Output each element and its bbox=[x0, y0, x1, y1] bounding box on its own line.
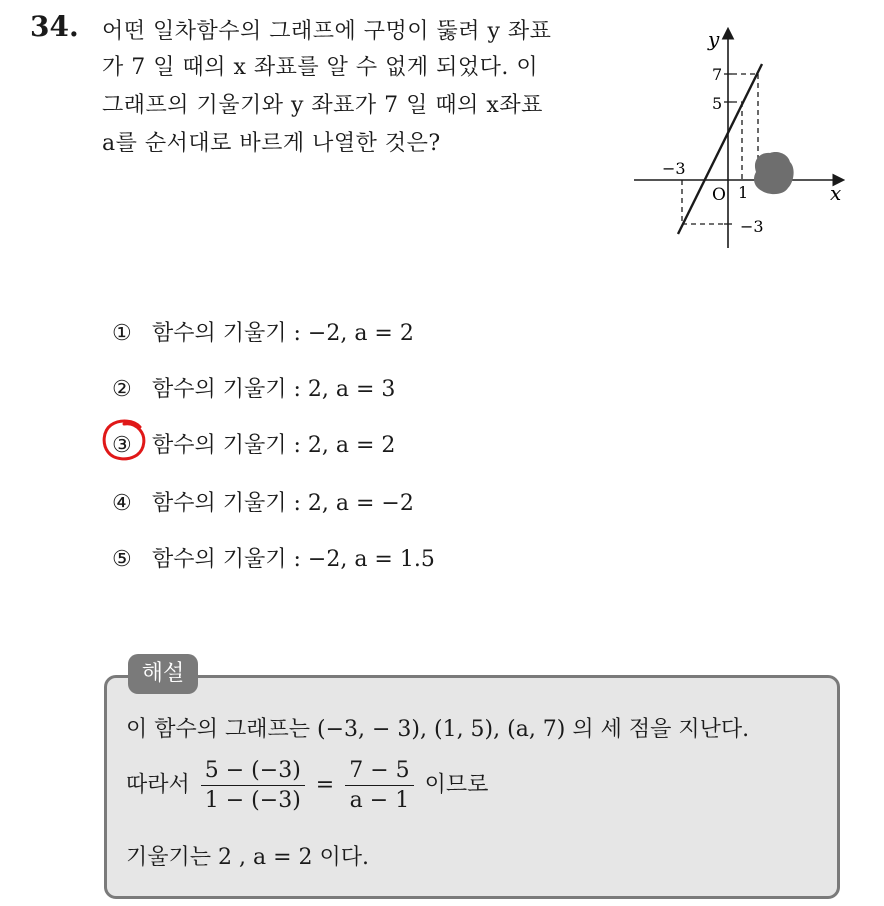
solution-line-3: 기울기는 2 , a = 2 이다. bbox=[126, 845, 370, 870]
answer-circle-mark bbox=[100, 417, 150, 463]
question-text-line-1: 어떤 일차함수의 그래프에 구멍이 뚫려 y 좌표 bbox=[102, 19, 552, 44]
function-line bbox=[678, 64, 762, 234]
tick-label-x-neg3: −3 bbox=[662, 159, 686, 178]
y-axis-label: y bbox=[708, 27, 720, 51]
choice-3[interactable] bbox=[112, 428, 395, 459]
fraction-1-numerator: 5 − (−3) bbox=[201, 758, 305, 786]
choice-2-mark: ② bbox=[112, 377, 132, 402]
choice-2-text: 함수의 기울기 : 2, a = 3 bbox=[152, 377, 396, 402]
fraction-2 bbox=[345, 758, 413, 813]
tick-label-y-neg3: −3 bbox=[740, 217, 764, 236]
origin-label: O bbox=[712, 185, 726, 205]
solution-label: 해설 bbox=[128, 654, 198, 694]
choice-3-mark: ③ bbox=[112, 433, 132, 458]
choice-2[interactable] bbox=[112, 372, 395, 403]
function-graph bbox=[628, 22, 858, 250]
choice-1[interactable] bbox=[112, 316, 414, 347]
choice-1-text: 함수의 기울기 : −2, a = 2 bbox=[152, 321, 414, 346]
solution-line-1: 이 함수의 그래프는 (−3, − 3), (1, 5), (a, 7) 의 세 점을 지난다. bbox=[126, 717, 750, 742]
question-text-line-3: 그래프의 기울기와 y 좌표가 7 일 때의 x좌표 bbox=[102, 93, 543, 118]
equals-sign: = bbox=[315, 772, 335, 798]
solution-line-2 bbox=[126, 758, 488, 813]
choice-4-text: 함수의 기울기 : 2, a = −2 bbox=[152, 491, 414, 516]
x-axis-label: x bbox=[830, 181, 842, 205]
choice-1-mark: ① bbox=[112, 321, 132, 346]
choice-5-mark: ⑤ bbox=[112, 547, 132, 572]
choice-4[interactable] bbox=[112, 486, 414, 517]
choice-5-text: 함수의 기울기 : −2, a = 1.5 bbox=[152, 547, 435, 572]
choice-4-mark: ④ bbox=[112, 491, 132, 516]
tick-label-y7: 7 bbox=[712, 65, 723, 84]
fraction-2-denominator: a − 1 bbox=[349, 788, 410, 813]
hole-blob bbox=[754, 152, 794, 194]
solution-line-2-prefix: 따라서 bbox=[126, 772, 190, 798]
fraction-1 bbox=[201, 758, 305, 813]
question-number: 34. bbox=[30, 10, 79, 43]
tick-label-x1: 1 bbox=[738, 183, 749, 202]
fraction-1-denominator: 1 − (−3) bbox=[204, 788, 301, 813]
solution-line-2-suffix: 이므로 bbox=[424, 772, 489, 798]
question-text-line-2: 가 7 일 때의 x 좌표를 알 수 없게 되었다. 이 bbox=[102, 55, 539, 80]
choice-3-text: 함수의 기울기 : 2, a = 2 bbox=[152, 433, 396, 458]
tick-label-y5: 5 bbox=[712, 94, 723, 113]
choice-5[interactable] bbox=[112, 542, 435, 573]
fraction-2-numerator: 7 − 5 bbox=[345, 758, 413, 786]
question-text-line-4: a를 순서대로 바르게 나열한 것은? bbox=[102, 131, 441, 156]
